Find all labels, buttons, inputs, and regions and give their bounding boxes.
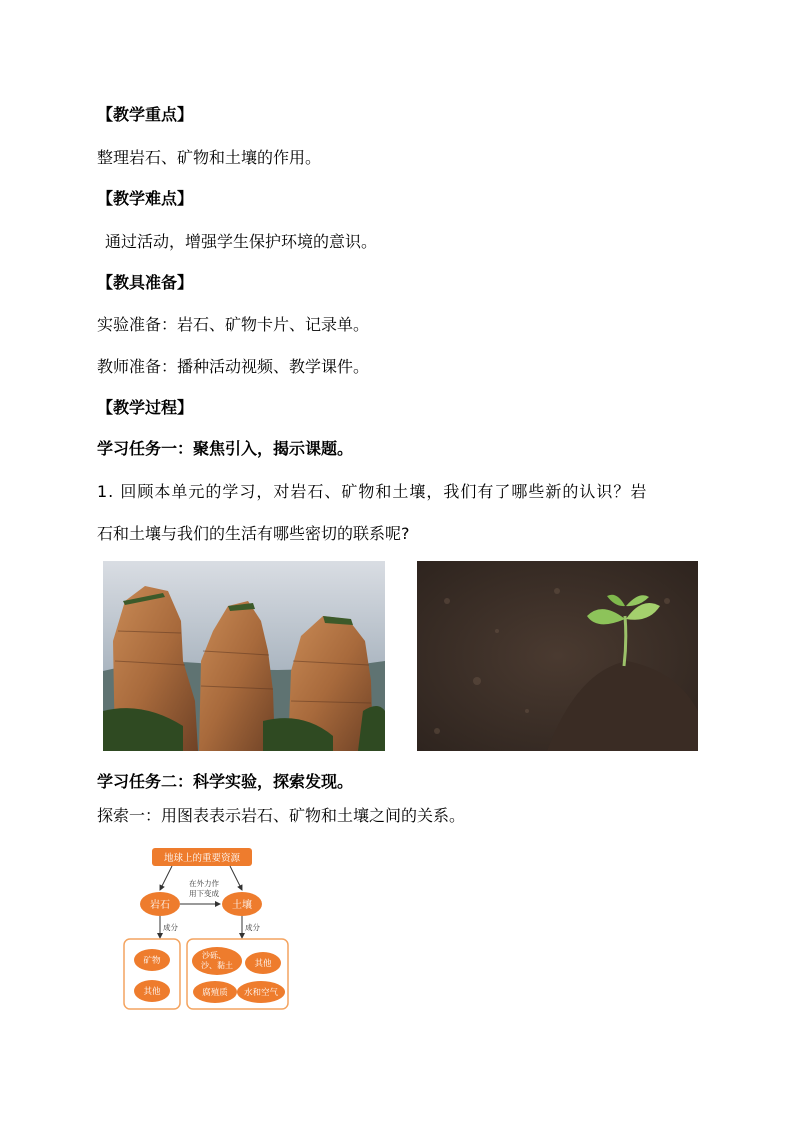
- heading-prep: 【教具准备】: [97, 273, 194, 292]
- rock-label: 岩石: [150, 900, 170, 911]
- rock-formation-photo: [103, 561, 385, 751]
- focus-text: 整理岩石、矿物和土壤的作用。: [97, 148, 322, 167]
- task1-question-line1: 1. 回顾本单元的学习，对岩石、矿物和土壤，我们有了哪些新的认识？岩: [97, 482, 648, 501]
- relationship-diagram: [120, 842, 295, 1014]
- arrow-label-2: 用下变成: [189, 889, 219, 898]
- soil-composition-label: 成分: [245, 923, 260, 932]
- task1-heading: 学习任务一：聚焦引入，揭示课题。: [97, 439, 354, 458]
- heading-process: 【教学过程】: [97, 398, 194, 417]
- sand-label-1: 沙砾、: [202, 951, 226, 960]
- sand-label-2: 沙、黏土: [201, 961, 233, 970]
- prep-experiment: 实验准备：岩石、矿物卡片、记录单。: [97, 315, 370, 334]
- task1-question-line2: 石和土壤与我们的生活有哪些密切的联系呢?: [97, 524, 410, 543]
- rock-other-label: 其他: [143, 987, 161, 997]
- soil-label: 土壤: [232, 900, 252, 911]
- difficulty-text: 通过活动，增强学生保护环境的意识。: [105, 232, 378, 251]
- water-air-label: 水和空气: [243, 988, 279, 998]
- heading-difficulty: 【教学难点】: [97, 189, 194, 208]
- humus-label: 腐殖质: [202, 988, 228, 998]
- explore1-text: 探索一：用图表表示岩石、矿物和土壤之间的关系。: [97, 806, 466, 825]
- heading-focus: 【教学重点】: [97, 105, 194, 124]
- soil-other-label: 其他: [254, 959, 272, 969]
- seedling-soil-photo: [417, 561, 698, 751]
- rock-composition-label: 成分: [163, 923, 178, 932]
- resource-label: 地球上的重要资源: [163, 853, 241, 864]
- mineral-label: 矿物: [143, 956, 161, 966]
- arrow-label-1: 在外力作: [189, 879, 219, 888]
- task2-heading: 学习任务二：科学实验，探索发现。: [97, 772, 354, 791]
- prep-teacher: 教师准备：播种活动视频、教学课件。: [97, 357, 370, 376]
